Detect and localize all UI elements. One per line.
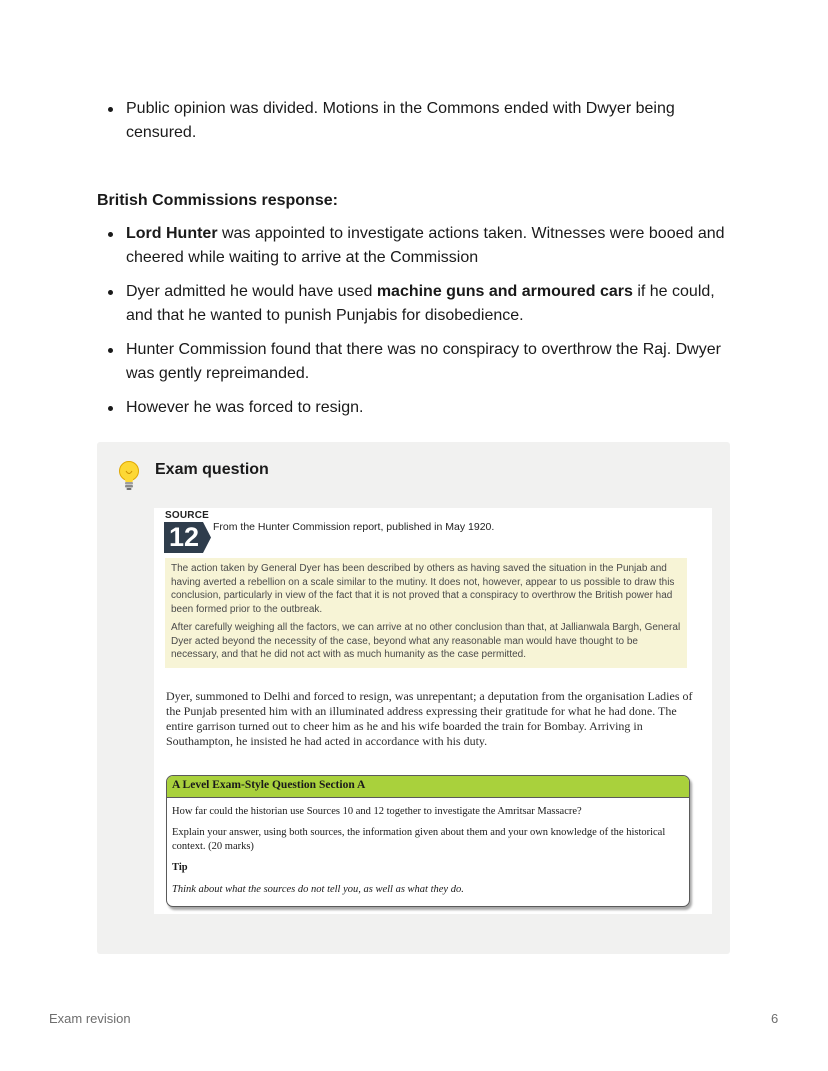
list-item — [97, 97, 737, 145]
question-instructions: Explain your answer, using both sources, the information given about them and your own knowledge of the historical context. (20 marks) — [172, 827, 666, 852]
section-heading: British Commissions response: — [97, 192, 338, 209]
commission-list — [97, 222, 737, 430]
quote-paragraph: The action taken by General Dyer has been described by others as having saved the situation in the Punjab and having averted a rebellion on a scale similar to the mutiny. It does not, however, appear to us possible to draw this conclusion, particularly in view of the fact that it is not proved that a conspiracy to overthrow the British power had been formed prior to the outbreak. — [171, 563, 675, 615]
exam-style-question-box — [166, 775, 690, 907]
callout-title: Exam question — [155, 461, 269, 478]
list-item — [97, 338, 737, 386]
narrative-paragraph: Dyer, summoned to Delhi and forced to resign, was unrepentant; a deputation from the organisation Ladies of the Punjab presented him with an illuminated address expressing their gratitude for what he had done. The entire garrison turned out to cheer him as he and his wife boarded the train for Bombay. Arriving in Southampton, he insisted he had acted in accordance with his duty. — [166, 689, 693, 748]
tip-text: Think about what the sources do not tell you, as well as what they do. — [172, 884, 464, 895]
lightbulb-icon — [116, 460, 142, 492]
bullet-text: was appointed to investigate actions taken. Witnesses were booed and cheered while waiting to arrive at the Commission — [126, 225, 725, 266]
footer-title: Exam revision — [49, 1011, 131, 1026]
opinion-list — [97, 97, 737, 145]
textbook-excerpt — [154, 508, 712, 914]
exam-question-callout — [97, 442, 730, 954]
list-item — [97, 280, 737, 328]
bold-term: Lord Hunter — [126, 225, 218, 242]
source-quote — [165, 558, 687, 668]
question-header: A Level Exam-Style Question Section A — [167, 776, 689, 798]
list-item — [97, 396, 737, 420]
page-number: 6 — [771, 1011, 779, 1026]
list-item — [97, 222, 737, 270]
question-text: How far could the historian use Sources 10 and 12 together to investigate the Amritsar Massacre? — [172, 806, 582, 817]
quote-paragraph: After carefully weighing all the factors, we can arrive at no other conclusion than that, at Jallianwala Bargh, General Dyer acted beyond the necessity of the case, beyond what any reasonable man would have thought to be necessary, and that he did not act with as much humanity as the case permitted. — [171, 622, 681, 660]
source-caption: From the Hunter Commission report, published in May 1920. — [213, 521, 495, 533]
bullet-text: Hunter Commission found that there was no conspiracy to overthrow the Raj. Dwyer was gently repreimanded. — [126, 341, 721, 382]
source-number: 12 — [168, 522, 200, 552]
bullet-text: if he could, and that he wanted to punish Punjabis for disobedience. — [126, 283, 715, 324]
tip-label: Tip — [172, 862, 188, 873]
bold-term: machine guns and armoured cars — [376, 283, 633, 300]
bullet-text: Dyer admitted he would have used — [126, 283, 377, 300]
bullet-text: Public opinion was divided. Motions in the Commons ended with Dwyer being censured. — [126, 100, 675, 141]
bullet-text: However he was forced to resign. — [126, 399, 364, 416]
source-label: SOURCE — [165, 510, 209, 521]
